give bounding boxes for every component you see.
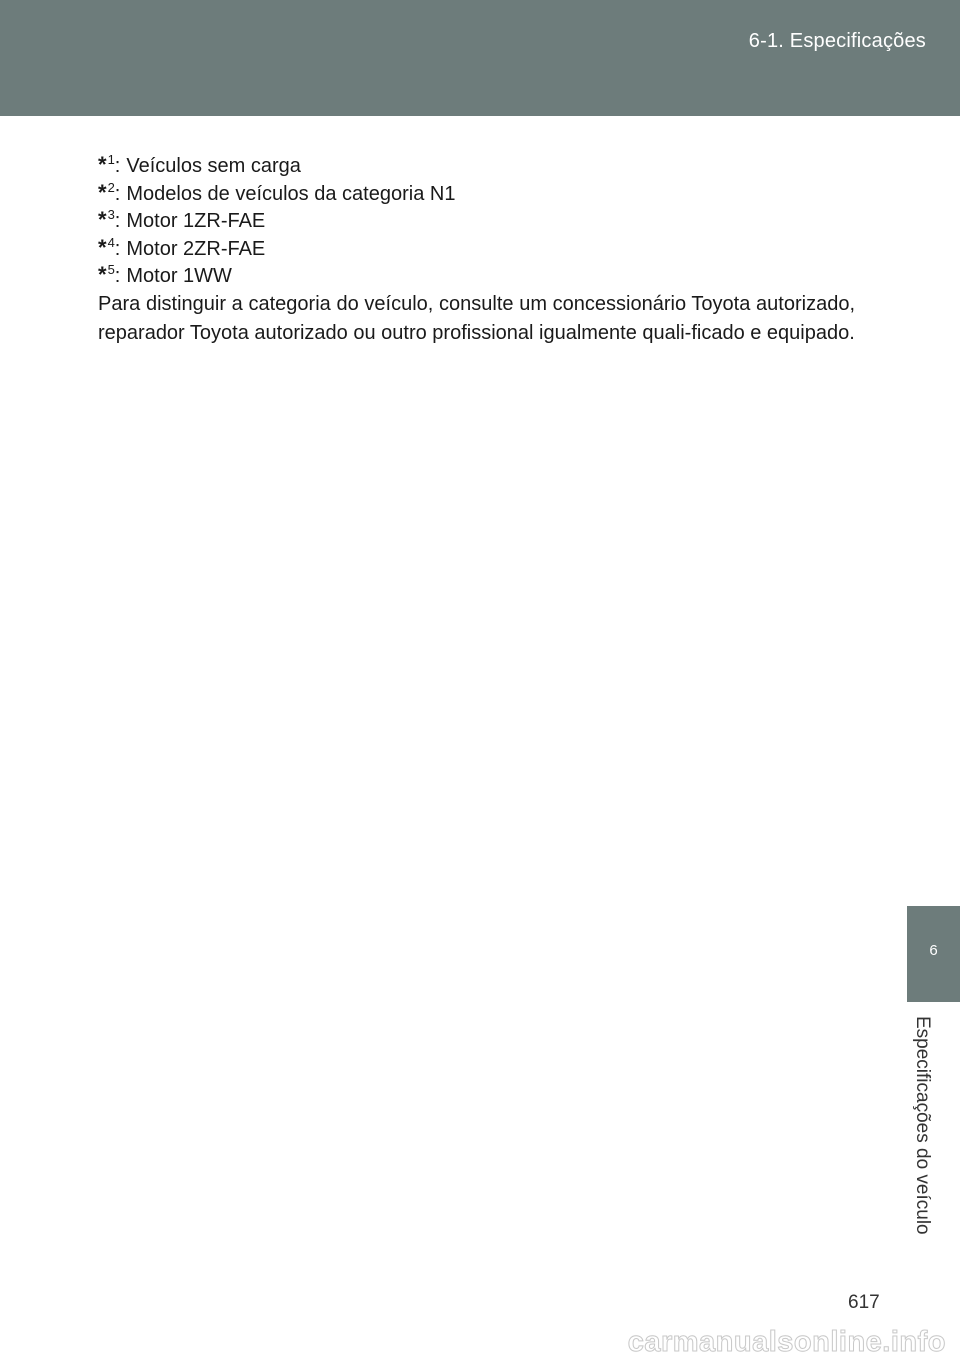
footnote-colon: : xyxy=(114,155,121,177)
footnote-asterisk: * xyxy=(98,234,107,260)
footnote-number: 2 xyxy=(107,179,115,195)
footnote-number: 5 xyxy=(107,262,115,277)
footnote-asterisk: * xyxy=(98,207,107,232)
footnote-item xyxy=(98,256,858,287)
footnote-colon: : xyxy=(114,182,121,205)
footnote-item xyxy=(98,201,858,232)
watermark-logo[interactable]: carmanualsonline.info xyxy=(627,1326,946,1358)
footnote-asterisk: * xyxy=(98,262,107,287)
footnote-text: Motor 1WW xyxy=(126,265,232,287)
page-number: 617 xyxy=(848,1292,880,1313)
section-title: 6-1. Especificações xyxy=(748,30,926,52)
footnote-text: Motor 2ZR-FAE xyxy=(126,237,266,260)
header-bar xyxy=(0,0,960,116)
footnote-text: Motor 1ZR-FAE xyxy=(126,210,266,232)
footnote-item xyxy=(98,146,858,177)
footnote-number: 3 xyxy=(107,207,115,222)
footnote-colon: : xyxy=(114,265,121,287)
chapter-label: Especificações do veículo xyxy=(912,1016,933,1235)
footnote-colon: : xyxy=(114,237,121,260)
chapter-tab[interactable] xyxy=(907,906,960,1002)
footnote-text: Veículos sem carga xyxy=(126,155,301,177)
footnote-colon: : xyxy=(114,210,121,232)
footnote-number: 4 xyxy=(107,234,115,250)
footnote-asterisk: * xyxy=(98,179,107,205)
footnote-item xyxy=(98,229,858,260)
footnote-number: 1 xyxy=(107,152,115,167)
footnote-asterisk: * xyxy=(98,152,107,177)
chapter-number: 6 xyxy=(929,942,938,959)
body-paragraph: Para distinguir a categoria do veículo, consulte um concessionário Toyota autorizado, reparador Toyota autorizado ou outro profissional igualmente quali-ficado e equipado. xyxy=(98,293,855,344)
footnote-item xyxy=(98,174,858,205)
footnote-list xyxy=(98,146,858,287)
footnote-text: Modelos de veículos da categoria N1 xyxy=(126,182,456,205)
